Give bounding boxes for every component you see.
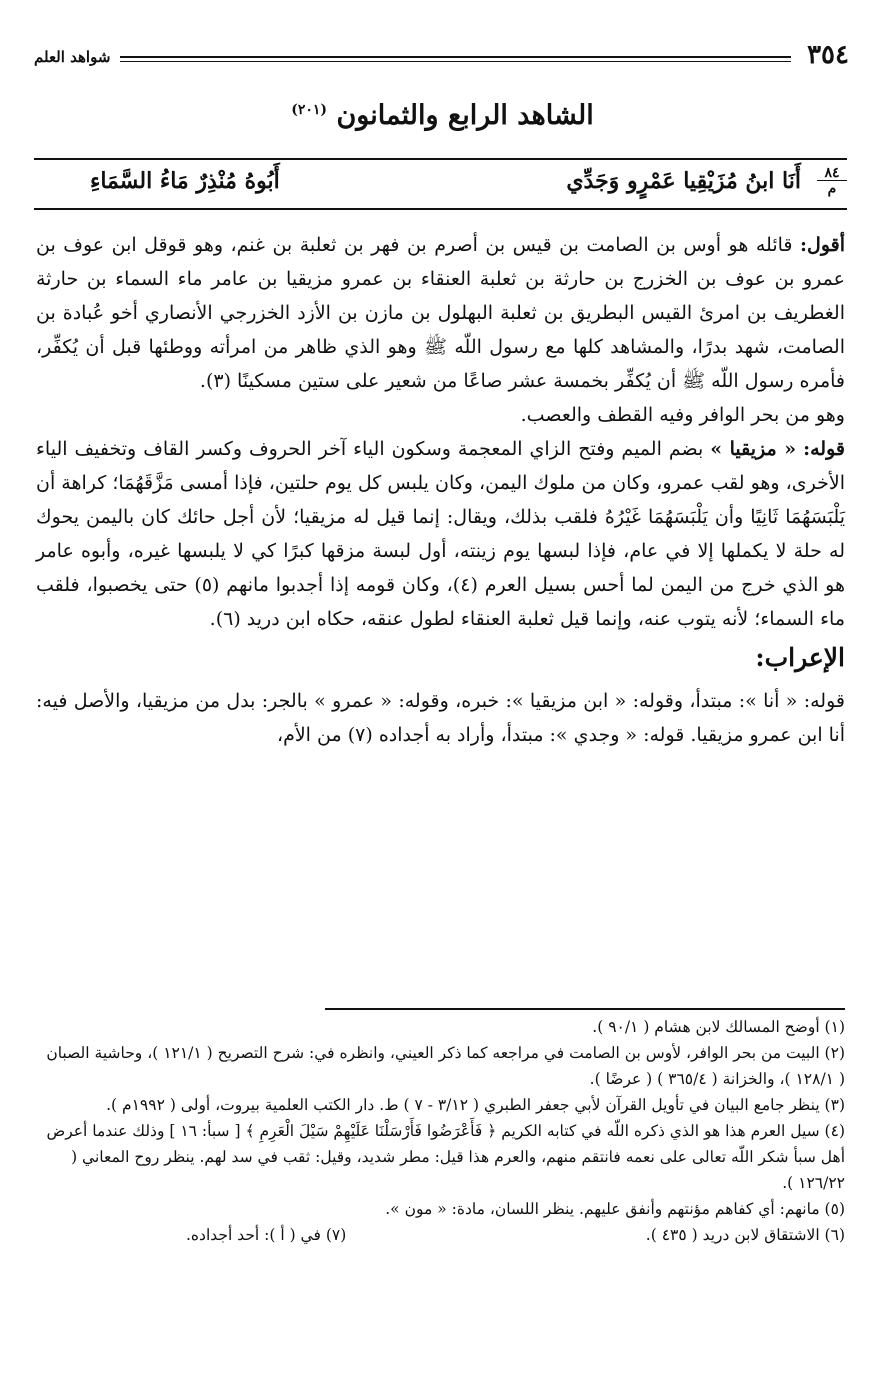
- footnote-ref: (٥): [194, 574, 220, 596]
- header-rule: [120, 56, 791, 62]
- paragraph-lead: قوله:: [803, 438, 845, 460]
- section-heading: الإعراب:: [755, 643, 845, 672]
- paragraph-text-3: حتى يخصبوا، فلقب ماء السماء؛ لأنه يتوب عنه، وإنما قيل ثعلبة العنقاء لطول عنقه، حكاه ابن دريد: [36, 574, 845, 630]
- footnote-ref: (٦): [215, 608, 241, 630]
- footnote-4: (٤) سيل العرم هذا هو الذي ذكره اللّه في كتابه الكريم ﴿ فَأَعْرَضُوا فَأَرْسَلْنَا عَلَيْهِمْ سَيْلَ الْعَرِمِ ﴾ [ سبأ: ١٦ ] وذلك عندما أعرض أهل سبأ شكر اللّه تعالى على نعمه فانتقم منهم، والعرم هذا قيل: مطر شديد، وقيل: ثقب في سد لهم. ينظر روح المعاني ( ١٢٦/٢٢ ).: [46, 1122, 845, 1192]
- page-header: [34, 40, 849, 72]
- footnote-1: (١) أوضح المسالك لابن هشام ( ٩٠/١ ).: [592, 1018, 845, 1036]
- footnote-3: (٣) ينظر جامع البيان في تأويل القرآن لأبي جعفر الطبري ( ٣/١٢ - ٧ ) ط. دار الكتب العلمية بيروت، أولى ( ١٩٩٢م ).: [106, 1096, 845, 1114]
- paragraph-text: قوله: « أنا »: مبتدأ، وقوله: « ابن مزيقيا »: خبره، وقوله: « عمرو » بالجر: بدل من مزيقيا، والأصل فيه: أنا ابن عمرو مزيقيا. قوله: « وجدي »: مبتدأ، وأراد به أجداده: [36, 690, 845, 746]
- page-number: ٣٥٤: [807, 40, 849, 70]
- paragraph-meter: وهو من بحر الوافر وفيه القطف والعصب.: [520, 404, 845, 426]
- verse-number-value: ٨٤: [817, 166, 847, 181]
- book-title: شواهد العلم: [34, 48, 111, 66]
- paragraph-text-2: ، وكان قومه إذا أجدبوا مانهم: [226, 574, 453, 596]
- footnote-rule: [325, 1008, 845, 1010]
- commentary-body: [36, 228, 845, 752]
- verse-rule-top: [34, 158, 847, 160]
- footnote-ref: (٣): [205, 370, 231, 392]
- section-title-text: الشاهد الرابع والثمانون: [336, 100, 594, 131]
- footnote-pair: [36, 1222, 845, 1248]
- verse-hemistich-first: أَنَا ابنُ مُزَيْقِيا عَمْرٍو وَجَدِّي: [566, 168, 801, 194]
- paragraph-parsing: [36, 684, 845, 752]
- paragraph-author: [36, 228, 845, 398]
- section-title: [0, 100, 885, 131]
- paragraph-lead: أقول:: [800, 234, 845, 256]
- paragraph-end: .: [209, 608, 216, 630]
- paragraph-word: [36, 432, 845, 636]
- paragraph-end: من الأم،: [276, 724, 342, 746]
- footnote-6: (٦) الاشتقاق لابن دريد ( ٤٣٥ ).: [645, 1226, 845, 1244]
- paragraph-text: بضم الميم وفتح الزاي المعجمة وسكون الياء آخر الحروف وكسر القاف وتخفيف الياء الأخرى، وهو لقب عمرو، وكان من ملوك اليمن، وكان يلبس كل يوم حلتين، فإذا أمسى مَزَّقَهُمَا؛ كراهة أن يَلْبَسَهُمَا ثَانِيًا وأن يَلْبَسَهُمَا غَيْرُهُ فلقب بذلك، ويقال: إنما قيل له مزيقيا؛ لأن أجل حائك كان باليمن يحوك له حلة لا يكملها إلا في عام، فإذا لبسها يوم زينته، أول لبسة مزقها كبرًا كي لا يلبسها غيره، وأبوه عامر هو الذي خرج من اليمن لما أحس بسيل العرم: [36, 438, 845, 596]
- glossed-word: « مزيقيا »: [710, 438, 797, 460]
- footnote-ref: (٧): [347, 724, 373, 746]
- verse-meter-mark: م: [827, 181, 837, 197]
- verse-line: [34, 162, 847, 206]
- footnote-7: (٧) في ( أ ): أحد أجداده.: [186, 1226, 347, 1244]
- verse-hemistich-second: أَبُوهُ مُنْذِرٌ مَاءُ السَّمَاءِ: [90, 168, 280, 194]
- verse-rule-bottom: [34, 208, 847, 210]
- footnote-ref: (٢٠١): [291, 102, 328, 118]
- footnote-2: (٢) البيت من بحر الوافر، لأوس بن الصامت في مراجعه كما ذكر العيني، وانظره في: شرح التصريح ( ١٢١/١ )، وحاشية الصبان ( ١٢٨/١ )، والخزانة ( ٣٦٥/٤ ) ( عرضًا ).: [46, 1044, 845, 1088]
- paragraph-end: .: [199, 370, 206, 392]
- footnotes: [36, 1014, 845, 1248]
- verse-number: [817, 166, 847, 197]
- footnote-ref: (٤): [452, 574, 478, 596]
- footnote-5: (٥) مانهم: أي كفاهم مؤنتهم وأنفق عليهم. ينظر اللسان، مادة: « مون ».: [385, 1200, 845, 1218]
- paragraph-text: قائله هو أوس بن الصامت بن قيس بن أصرم بن فهر بن ثعلبة بن غنم، وهو قوقل ابن عوف بن عمرو بن عوف بن الخزرج بن حارثة بن ثعلبة العنقاء بن عمرو مزيقيا بن عامر ماء السماء بن حارثة الغطريف بن امرئ القيس البطريق بن ثعلبة البهلول بن مازن بن الأزد الخزرجي الأنصاري أخو عُبادة بن الصامت، شهد بدرًا، والمشاهد كلها مع رسول اللّه ﷺ وهو الذي ظاهر من امرأته ووطئها قبل أن يُكفِّر، فأمره رسول اللّه ﷺ أن يُكفِّر بخمسة عشر صاعًا من شعير على ستين مسكينًا: [36, 234, 845, 392]
